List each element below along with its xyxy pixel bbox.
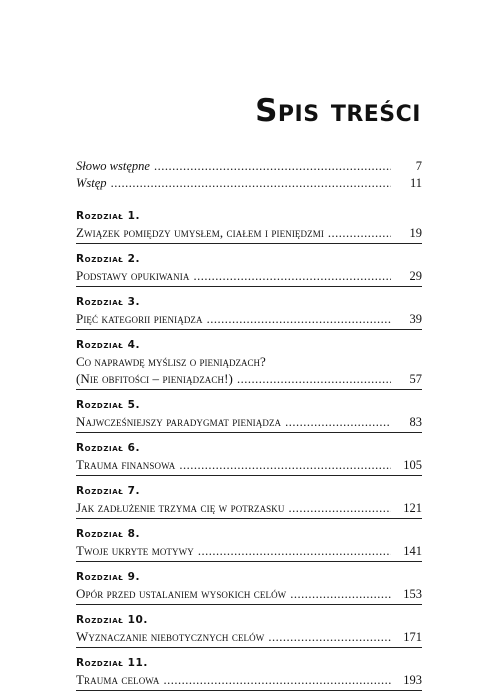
toc-chapter-8[interactable] <box>76 527 422 562</box>
toc-chapter-6[interactable] <box>76 441 422 476</box>
page-title: Spis treści <box>255 93 421 129</box>
chapter-entry-row <box>76 224 422 242</box>
leader-dots <box>154 158 391 175</box>
chapter-entry-row <box>76 267 422 285</box>
chapter-title: Związek pomiędzy umysłem, ciałem i pieniędzmi <box>76 225 324 240</box>
leader-dots <box>268 629 391 646</box>
page-number: 171 <box>403 630 422 644</box>
leader-dots <box>289 500 392 517</box>
page-number: 153 <box>403 587 422 601</box>
toc-chapter-4[interactable] <box>76 338 422 390</box>
chapter-title: Najwcześniejszy paradygmat pieniądza <box>76 414 282 429</box>
entry-title: Wstęp <box>76 176 107 190</box>
chapter-underline <box>76 518 422 519</box>
chapter-label: Rozdział 3. <box>76 296 141 308</box>
chapter-label: Rozdział 9. <box>76 571 141 583</box>
toc-chapter-1[interactable] <box>76 209 422 244</box>
chapter-entry-row <box>76 456 422 474</box>
page-number: 141 <box>403 544 422 558</box>
leader-dots <box>290 586 391 603</box>
chapter-entry-row <box>76 542 422 560</box>
chapter-entry-row <box>76 585 422 603</box>
chapter-underline <box>76 286 422 287</box>
leader-dots <box>179 457 391 474</box>
chapter-title: Jak zadłużenie trzyma cię w potrzasku <box>76 500 285 515</box>
chapter-entry-row <box>76 628 422 646</box>
chapter-title: Opór przed ustalaniem wysokich celów <box>76 586 287 601</box>
page-number: 19 <box>409 226 422 240</box>
chapter-underline <box>76 243 422 244</box>
leader-dots <box>193 268 391 285</box>
page-number: 39 <box>409 312 422 326</box>
chapter-label: Rozdział 8. <box>76 528 141 540</box>
chapter-label: Rozdział 6. <box>76 442 141 454</box>
chapter-label: Rozdział 1. <box>76 210 141 222</box>
chapter-title: Trauma finansowa <box>76 457 176 472</box>
chapter-underline <box>76 329 422 330</box>
page-number: 83 <box>409 415 422 429</box>
chapter-underline <box>76 647 422 648</box>
chapter-title: Twoje ukryte motywy <box>76 543 194 558</box>
table-of-contents <box>76 158 422 699</box>
leader-dots <box>237 371 391 388</box>
chapter-label: Rozdział 2. <box>76 253 141 265</box>
chapter-list <box>76 209 422 691</box>
chapter-label: Rozdział 10. <box>76 614 148 626</box>
leader-dots <box>285 414 391 431</box>
chapter-title: Pięć kategorii pieniądza <box>76 311 203 326</box>
chapter-title: Trauma celowa <box>76 672 160 687</box>
chapter-title: (Nie obfitości – pieniądzach!) <box>76 371 233 386</box>
chapter-underline <box>76 690 422 691</box>
toc-chapter-3[interactable] <box>76 295 422 330</box>
chapter-underline <box>76 432 422 433</box>
toc-chapter-7[interactable] <box>76 484 422 519</box>
leader-dots <box>111 175 391 192</box>
chapter-label: Rozdział 5. <box>76 399 141 411</box>
chapter-title-line: Co naprawdę myślisz o pieniądzach? <box>76 354 266 369</box>
chapter-entry-row <box>76 413 422 431</box>
chapter-underline <box>76 475 422 476</box>
toc-chapter-2[interactable] <box>76 252 422 287</box>
chapter-entry-row <box>76 370 422 388</box>
front-matter <box>76 158 422 192</box>
chapter-entry-row <box>76 671 422 689</box>
chapter-title: Podstawy opukiwania <box>76 268 190 283</box>
page-number: 121 <box>403 501 422 515</box>
toc-chapter-5[interactable] <box>76 398 422 433</box>
leader-dots <box>207 311 391 328</box>
page-number: 193 <box>403 673 422 687</box>
leader-dots <box>198 543 391 560</box>
chapter-underline <box>76 389 422 390</box>
page-number: 11 <box>409 176 422 190</box>
page-number: 7 <box>415 159 422 173</box>
page-number: 29 <box>409 269 422 283</box>
toc-chapter-11[interactable] <box>76 656 422 691</box>
page-number: 105 <box>403 458 422 472</box>
chapter-underline <box>76 604 422 605</box>
chapter-title: Wyznaczanie niebotycznych celów <box>76 629 265 644</box>
toc-entry-introduction[interactable] <box>76 175 422 192</box>
leader-dots <box>164 672 392 689</box>
toc-entry-foreword[interactable] <box>76 158 422 175</box>
entry-title: Słowo wstępne <box>76 159 150 173</box>
chapter-label: Rozdział 7. <box>76 485 141 497</box>
toc-chapter-10[interactable] <box>76 613 422 648</box>
chapter-entry-row <box>76 310 422 328</box>
page-number: 57 <box>409 372 422 386</box>
toc-chapter-9[interactable] <box>76 570 422 605</box>
leader-dots <box>328 225 391 242</box>
chapter-label: Rozdział 4. <box>76 339 141 351</box>
chapter-entry-row <box>76 499 422 517</box>
chapter-label: Rozdział 11. <box>76 657 148 669</box>
chapter-underline <box>76 561 422 562</box>
